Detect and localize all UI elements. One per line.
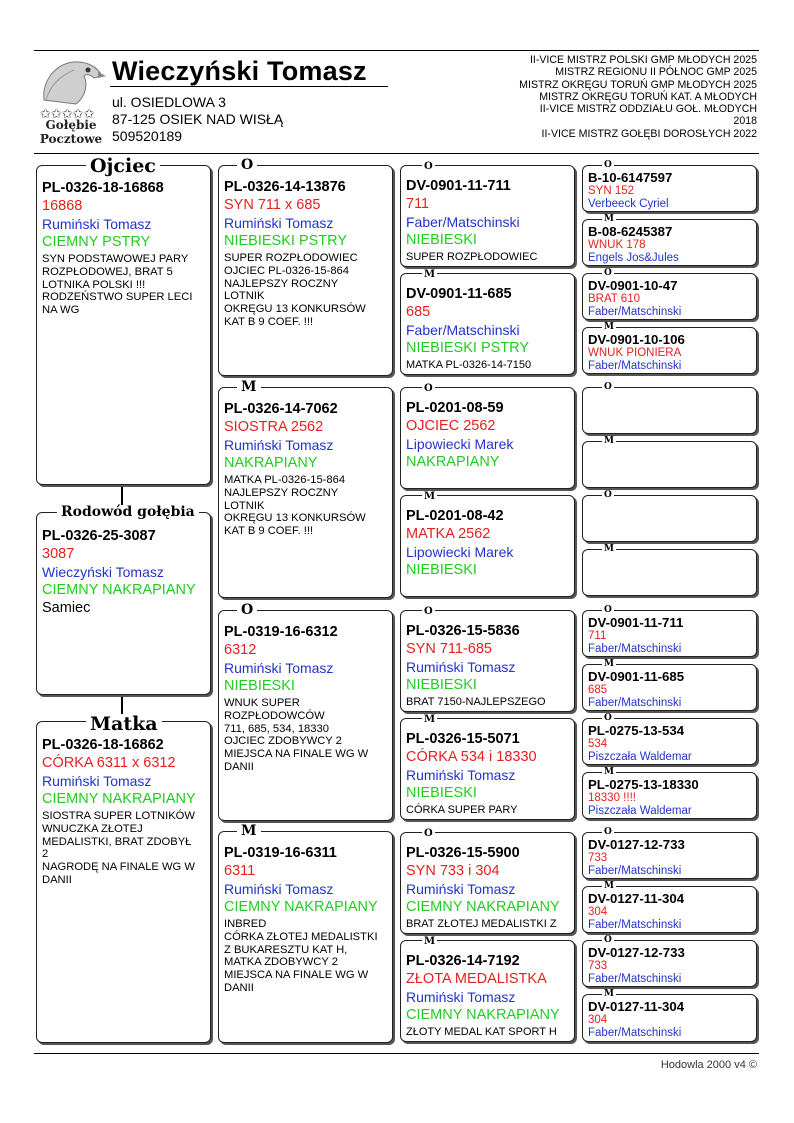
address-street: ul. OSIEDLOWA 3 — [112, 94, 226, 110]
owner-name: Engels Jos&Jules — [588, 252, 679, 264]
ring-number: PL-0326-15-5900 — [406, 845, 520, 861]
pigeon-name: 3087 — [42, 546, 75, 562]
achievement: MISTRZ OKRĘGU TORUŃ GMP MŁODYCH 2025 — [519, 78, 757, 91]
dam-label: M — [604, 544, 614, 554]
owner-name: Faber/Matschinski — [588, 1027, 682, 1039]
ring-number: B-08-6245387 — [588, 224, 673, 239]
plumage-color: NIEBIESKI — [406, 785, 477, 801]
ring-number: PL-0326-14-7062 — [224, 401, 338, 417]
ring-number: PL-0326-25-3087 — [42, 528, 156, 544]
grandparent-card[interactable] — [218, 387, 393, 598]
pigeon-name: 16868 — [42, 198, 83, 214]
pigeon-name: ZŁOTA MEDALISTKA — [406, 971, 547, 987]
owner-name: Faber/Matschinski — [588, 643, 682, 655]
dam-label: M — [604, 767, 614, 777]
ring-number: PL-0326-14-7192 — [406, 953, 520, 969]
ring-number: PL-0319-16-6312 — [224, 624, 338, 640]
pigeon-note: INBRED CÓRKA ZŁOTEJ MEDALISTKI Z BUKARESZTU KAT H, MATKA ZDOBYWCY 2 MIEJSCA NA FINALE WG W DANII — [224, 918, 378, 994]
pigeon-name: MATKA 2562 — [406, 526, 491, 542]
pigeon-name: 685 — [406, 304, 431, 320]
ring-number: B-10-6147597 — [588, 170, 673, 185]
great-grandparent-card[interactable] — [400, 165, 575, 267]
sire-label: O — [604, 713, 612, 723]
dam-label: M — [424, 269, 436, 280]
sire-label: O — [424, 161, 433, 172]
owner-name: Faber/Matschinski — [406, 214, 520, 230]
owner-name: Rumiński Tomasz — [224, 660, 334, 676]
sire-label: O — [604, 160, 612, 170]
pigeon-name: WNUK PIONIERA — [588, 347, 682, 359]
grandparent-card[interactable] — [218, 165, 393, 376]
pigeon-name: 304 — [588, 1014, 608, 1026]
achievement: II-VICE MISTRZ ODDZIAŁU GOŁ. MŁODYCH — [539, 103, 757, 116]
ancestor-card-empty[interactable] — [582, 441, 757, 488]
plumage-color: NAKRAPIANY — [224, 455, 318, 471]
pigeon-name: 733 — [588, 852, 608, 864]
ring-number: PL-0326-15-5836 — [406, 623, 520, 639]
sire-label: O — [237, 158, 257, 173]
pigeon-name: 685 — [588, 684, 608, 696]
owner-name: Faber/Matschinski — [588, 360, 682, 372]
ancestor-card[interactable] — [582, 940, 757, 987]
ancestor-card[interactable] — [582, 718, 757, 765]
dam-label: M — [604, 659, 614, 669]
owner-name: Piszczała Waldemar — [588, 751, 692, 763]
plumage-color: NIEBIESKI — [406, 562, 477, 578]
owner-name: Rumiński Tomasz — [406, 881, 516, 897]
ring-number: DV-0901-11-685 — [406, 286, 512, 302]
pigeon-note: SIOSTRA SUPER LOTNIKÓW WNUCZKA ZŁOTEJ MEDALISTKI, BRAT ZDOBYŁ 2 NAGRODĘ NA FINALE WG W DANII — [42, 810, 195, 886]
dam-label: M — [604, 322, 614, 332]
great-grandparent-card[interactable] — [400, 718, 575, 820]
ring-number: PL-0319-16-6311 — [224, 845, 337, 861]
dam-label: M — [604, 214, 614, 224]
ring-number: DV-0901-10-47 — [588, 278, 678, 293]
owner-name: Faber/Matschinski — [588, 697, 682, 709]
ring-number: DV-0127-12-733 — [588, 945, 685, 960]
ring-number: DV-0127-12-733 — [588, 837, 685, 852]
mother-label: Matka — [86, 714, 162, 734]
pigeon-note: CÓRKA SUPER PARY — [406, 804, 518, 816]
plumage-color: CIEMNY PSTRY — [42, 234, 151, 250]
pigeon-name: 711 — [406, 196, 430, 212]
address-city: 87-125 OSIEK NAD WISŁĄ — [112, 111, 284, 127]
pigeon-name: CÓRKA 6311 x 6312 — [42, 755, 176, 771]
ring-number: PL-0326-14-13876 — [224, 179, 346, 195]
pigeon-note: SUPER ROZPŁODOWIEC OJCIEC PL-0326-15-864 NAJLEPSZY ROCZNY LOTNIK OKRĘGU 13 KONKURSÓW KAT B 9 COEF. !!! — [224, 252, 366, 328]
pigeon-name: 6312 — [224, 642, 257, 658]
pigeon-note: MATKA PL-0326-14-7150 — [406, 359, 532, 371]
sire-label: O — [604, 268, 612, 278]
ring-number: PL-0275-13-534 — [588, 723, 685, 738]
owner-name: Faber/Matschinski — [588, 865, 682, 877]
dam-label: M — [424, 491, 436, 502]
owner-name: Rumiński Tomasz — [406, 659, 516, 675]
ancestor-card[interactable] — [582, 832, 757, 879]
ring-number: DV-0901-11-711 — [588, 615, 684, 630]
owner-name: Rumiński Tomasz — [42, 216, 152, 232]
plumage-color: CIEMNY NAKRAPIANY — [42, 791, 196, 807]
owner-name: Rumiński Tomasz — [224, 881, 334, 897]
father-label: Ojciec — [86, 156, 160, 176]
footer-software: Hodowla 2000 v4 © — [660, 1059, 757, 1071]
ring-number: PL-0326-18-16868 — [42, 180, 164, 196]
pigeon-name: 304 — [588, 906, 608, 918]
ancestor-card[interactable] — [582, 273, 757, 320]
sire-label: O — [604, 490, 612, 500]
achievements-list — [457, 54, 757, 140]
pigeon-name: 6311 — [224, 863, 256, 879]
footer-rule — [34, 1053, 759, 1054]
pigeon-name: CÓRKA 534 i 18330 — [406, 749, 537, 765]
pigeon-name: BRAT 610 — [588, 293, 640, 305]
plumage-color: CIEMNY NAKRAPIANY — [42, 582, 196, 598]
grandparent-card[interactable] — [218, 831, 393, 1043]
header-bottom-rule — [34, 153, 759, 154]
plumage-color: NAKRAPIANY — [406, 454, 500, 470]
mother-card[interactable] — [36, 721, 211, 1043]
sire-label: O — [604, 935, 612, 945]
pigeon-note: ZŁOTY MEDAL KAT SPORT H — [406, 1026, 557, 1038]
dam-label: M — [604, 881, 614, 891]
breeder-name: Wieczyński Tomasz — [112, 56, 367, 86]
father-card[interactable] — [36, 165, 211, 485]
pigeon-name: 18330 !!!! — [588, 792, 636, 804]
ancestor-card[interactable] — [582, 219, 757, 266]
logo-caption: Gołębie Pocztowe — [39, 118, 103, 146]
owner-name: Rumiński Tomasz — [406, 767, 516, 783]
ancestor-card[interactable] — [582, 886, 757, 933]
pigeon-name: OJCIEC 2562 — [406, 418, 496, 434]
plumage-color: CIEMNY NAKRAPIANY — [406, 1007, 560, 1023]
achievement: MISTRZ OKRĘGU TORUŃ KAT. A MŁODYCH — [539, 90, 757, 103]
sire-label: O — [604, 605, 612, 615]
grandparent-card[interactable] — [218, 610, 393, 821]
ancestor-card[interactable] — [582, 994, 757, 1042]
plumage-color: NIEBIESKI PSTRY — [406, 340, 530, 356]
ancestor-card-empty[interactable] — [582, 495, 757, 542]
owner-name: Faber/Matschinski — [406, 322, 520, 338]
ancestor-card-empty[interactable] — [582, 387, 757, 434]
dam-label: M — [604, 436, 614, 446]
plumage-color: NIEBIESKI — [406, 677, 477, 693]
great-grandparent-card[interactable] — [400, 940, 575, 1042]
ancestor-card[interactable] — [582, 165, 757, 212]
achievement: MISTRZ REGIONU II PÓŁNOC GMP 2025 — [555, 66, 757, 79]
owner-name: Faber/Matschinski — [588, 973, 682, 985]
owner-name: Verbeeck Cyriel — [588, 198, 669, 210]
great-grandparent-card[interactable] — [400, 387, 575, 489]
header-top-rule — [34, 50, 759, 51]
ring-number: DV-0901-10-106 — [588, 332, 685, 347]
owner-name: Wieczyński Tomasz — [42, 564, 164, 580]
achievement: 2018 — [733, 115, 757, 128]
svg-text:✩✩✩✩✩: ✩✩✩✩✩ — [40, 107, 95, 120]
pigeon-name: 534 — [588, 738, 608, 750]
owner-name: Rumiński Tomasz — [42, 773, 152, 789]
owner-name: Faber/Matschinski — [588, 919, 682, 931]
pigeon-name: SYN 733 i 304 — [406, 863, 500, 879]
plumage-color: NIEBIESKI PSTRY — [224, 233, 348, 249]
sire-label: O — [604, 382, 612, 392]
pigeon-head-icon — [36, 56, 106, 120]
pigeon-note: BRAT ZŁOTEJ MEDALISTKI Z — [406, 918, 557, 930]
subject-card[interactable] — [36, 512, 211, 695]
plumage-color: CIEMNY NAKRAPIANY — [224, 899, 378, 915]
pigeon-name: SYN 152 — [588, 185, 635, 197]
dam-label: M — [424, 936, 436, 947]
pigeon-name: SYN 711 x 685 — [224, 197, 321, 213]
ring-number: DV-0127-11-304 — [588, 999, 685, 1014]
ring-number: PL-0326-18-16862 — [42, 737, 164, 753]
ancestor-card[interactable] — [582, 772, 757, 819]
pigeon-note: WNUK SUPER ROZPŁODOWCÓW 711, 685, 534, 18330 OJCIEC ZDOBYWCY 2 MIEJSCA NA FINALE WG W DANII — [224, 697, 369, 773]
ring-number: PL-0201-08-59 — [406, 400, 504, 416]
pigeon-name: SIOSTRA 2562 — [224, 419, 324, 435]
great-grandparent-card[interactable] — [400, 273, 575, 375]
pigeon-note: SYN PODSTAWOWEJ PARY ROZPŁODOWEJ, BRAT 5 LOTNIKA POLSKI !!! RODZEŃSTWO SUPER LECI NA WG — [42, 253, 193, 317]
owner-name: Rumiński Tomasz — [224, 215, 334, 231]
ring-number: PL-0326-15-5071 — [406, 731, 520, 747]
ring-number: DV-0901-11-685 — [588, 669, 685, 684]
great-grandparent-card[interactable] — [400, 832, 575, 934]
sex: Samiec — [42, 600, 91, 616]
ring-number: PL-0275-13-18330 — [588, 777, 699, 792]
sire-label: O — [424, 606, 433, 617]
owner-name: Rumiński Tomasz — [224, 437, 334, 453]
dam-label: M — [237, 380, 261, 395]
dam-label: M — [237, 824, 261, 839]
plumage-color: NIEBIESKI — [224, 678, 295, 694]
sire-label: O — [424, 828, 433, 839]
phone-number: 509520189 — [112, 128, 183, 144]
ancestor-card-empty[interactable] — [582, 549, 757, 596]
pigeon-name: WNUK 178 — [588, 239, 646, 251]
ancestor-card[interactable] — [582, 327, 757, 374]
achievement: II-VICE MISTRZ POLSKI GMP MŁODYCH 2025 — [529, 54, 757, 66]
breeder-name-underline — [110, 86, 388, 87]
owner-name: Lipowiecki Marek — [406, 436, 514, 452]
plumage-color: NIEBIESKI — [406, 232, 477, 248]
pedigree-label: Rodowód gołębia — [57, 505, 199, 520]
sire-label: O — [424, 383, 433, 394]
ancestor-card[interactable] — [582, 664, 757, 711]
pigeon-name: 711 — [588, 630, 607, 642]
owner-name: Rumiński Tomasz — [406, 989, 516, 1005]
dam-label: M — [424, 714, 436, 725]
great-grandparent-card[interactable] — [400, 610, 575, 712]
pigeon-name: SYN 711-685 — [406, 641, 492, 657]
pigeon-note: BRAT 7150-NAJLEPSZEGO — [406, 696, 546, 708]
owner-name: Lipowiecki Marek — [406, 544, 514, 560]
ring-number: DV-0901-11-711 — [406, 178, 511, 194]
ancestor-card[interactable] — [582, 610, 757, 657]
sire-label: O — [237, 603, 257, 618]
plumage-color: CIEMNY NAKRAPIANY — [406, 899, 560, 915]
ring-number: DV-0127-11-304 — [588, 891, 685, 906]
owner-name: Faber/Matschinski — [588, 306, 682, 318]
pigeon-note: SUPER ROZPŁODOWIEC — [406, 251, 538, 263]
sire-label: O — [604, 827, 612, 837]
ring-number: PL-0201-08-42 — [406, 508, 504, 524]
owner-name: Piszczała Waldemar — [588, 805, 692, 817]
pigeon-name: 733 — [588, 960, 608, 972]
great-grandparent-card[interactable] — [400, 495, 575, 597]
achievement: II-VICE MISTRZ GOŁĘBI DOROSŁYCH 2022 — [541, 127, 757, 140]
dam-label: M — [604, 989, 614, 999]
pigeon-note: MATKA PL-0326-15-864 NAJLEPSZY ROCZNY LOTNIK OKRĘGU 13 KONKURSÓW KAT B 9 COEF. !!! — [224, 474, 366, 538]
